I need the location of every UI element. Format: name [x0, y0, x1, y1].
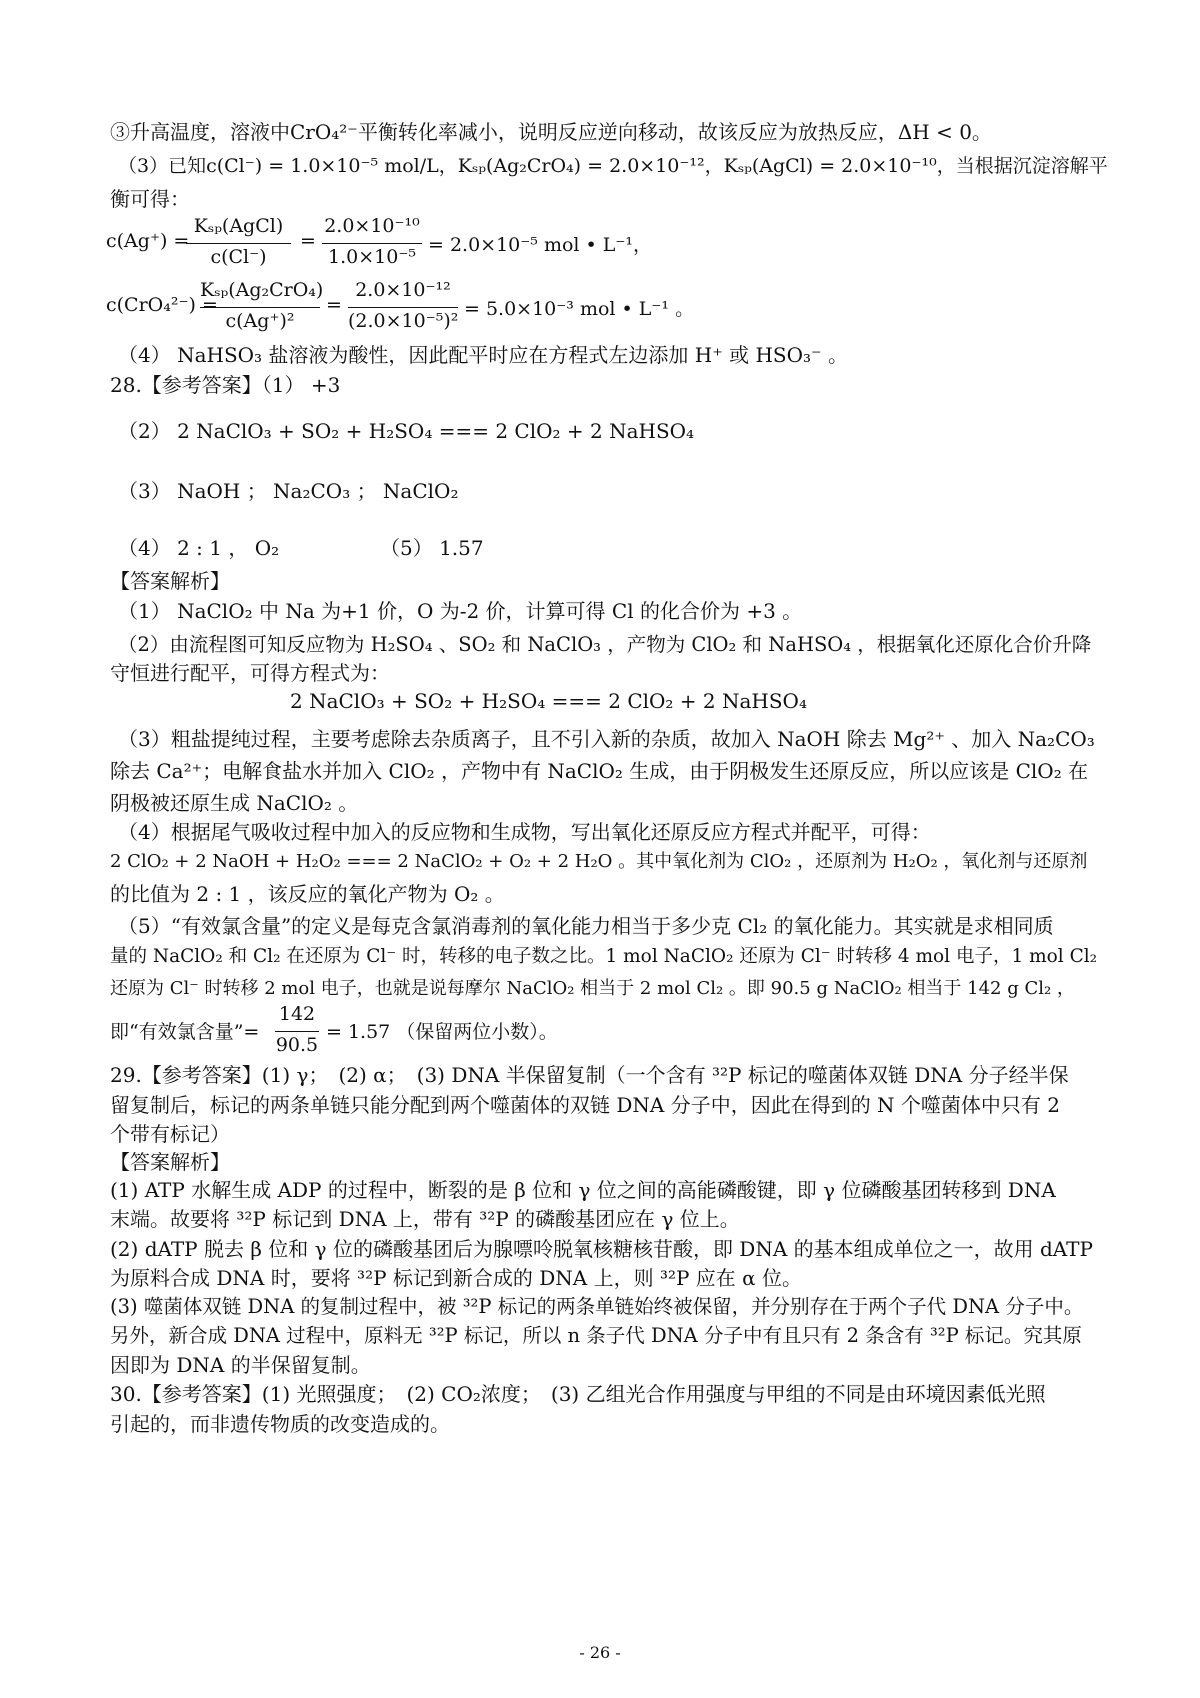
text-line: 阴极被还原生成 NaClO₂ 。: [110, 791, 359, 815]
fraction-numerator: Kₛₚ(AgCl): [193, 215, 284, 237]
text-line: （3）粗盐提纯过程，主要考虑除去杂质离子，且不引入新的杂质，故加入 NaOH 除去 Mg²⁺ 、加入 Na₂CO₃: [118, 727, 1095, 751]
text-line: ③升高温度，溶液中CrO₄²⁻平衡转化率减小，说明反应逆向移动，故该反应为放热反应，ΔH < 0。: [110, 120, 992, 144]
fraction-numerator: Kₛₚ(Ag₂CrO₄): [200, 279, 324, 301]
fraction-denominator: 1.0×10⁻⁵: [328, 246, 416, 268]
fraction-denominator: c(Ag⁺)²: [225, 310, 295, 332]
text-line: (3) 噬菌体双链 DNA 的复制过程中，被 ³²P 标记的两条单链始终被保留，并分别存在于两个子代 DNA 分子中。: [110, 1295, 1084, 1318]
text-line: 留复制后，标记的两条单链只能分配到两个噬菌体的双链 DNA 分子中，因此在得到的 N 个噬菌体中只有 2: [110, 1093, 1060, 1117]
section-heading: 【答案解析】: [110, 569, 230, 593]
text-line: 的比值为 2 : 1 ，该反应的氧化产物为 O₂ 。: [110, 882, 505, 906]
text-line: （5） 1.57: [380, 536, 484, 560]
fraction-denominator: 90.5: [275, 1034, 319, 1056]
text-line: (1) ATP 水解生成 ADP 的过程中，断裂的是 β 位和 γ 位之间的高能磷酸键，即 γ 位磷酸基团转移到 DNA: [110, 1178, 1056, 1202]
text-line: 末端。故要将 ³²P 标记到 DNA 上，带有 ³²P 的磷酸基团应在 γ 位上。: [110, 1207, 740, 1231]
answer-heading-28: 28.【参考答案】（1） +3: [110, 373, 341, 397]
text-line: 为原料合成 DNA 时，要将 ³²P 标记到新合成的 DNA 上，则 ³²P 应在 α 位。: [110, 1266, 803, 1290]
text-line: （4）根据尾气吸收过程中加入的反应物和生成物，写出氧化还原反应方程式并配平，可得：: [118, 820, 931, 844]
text-line: 还原为 Cl⁻ 时转移 2 mol 电子，也就是说每摩尔 NaClO₂ 相当于 2 mol Cl₂ 。即 90.5 g NaClO₂ 相当于 142 g Cl₂ ，: [110, 978, 1075, 999]
fraction-denominator: (2.0×10⁻⁵)²: [348, 310, 459, 332]
text-line: (2) dATP 脱去 β 位和 γ 位的磷酸基团后为腺嘌呤脱氧核糖核苷酸，即 DNA 的基本组成单位之一，故用 dATP: [110, 1237, 1093, 1261]
fraction-numerator: 142: [278, 1003, 316, 1025]
equation-lhs: c(Ag⁺) =: [106, 230, 190, 252]
text-line: 2 ClO₂ + 2 NaOH + H₂O₂ === 2 NaClO₂ + O₂ + 2 H₂O 。其中氧化剂为 ClO₂ ，还原剂为 H₂O₂ ，氧化剂与还原剂: [110, 851, 1088, 872]
text-line: 因即为 DNA 的半保留复制。: [110, 1353, 371, 1377]
text-line: （4） NaHSO₃ 盐溶液为酸性，因此配平时应在方程式左边添加 H⁺ 或 HSO₃⁻ 。: [118, 343, 848, 367]
equation-rhs: = 1.57 （保留两位小数）。: [326, 1021, 558, 1043]
section-heading: 【答案解析】: [110, 1150, 230, 1174]
text-line: （3） NaOH ； Na₂CO₃ ； NaClO₂: [118, 479, 459, 503]
fraction-bar: [275, 1031, 319, 1032]
text-line: 个带有标记）: [110, 1122, 230, 1146]
equation-rhs: = 2.0×10⁻⁵ mol • L⁻¹，: [428, 234, 653, 256]
answer-heading-30: 30.【参考答案】(1) 光照强度； (2) CO₂浓度； (3) 乙组光合作用强度与甲组的不同是由环境因素低光照: [110, 1382, 1046, 1406]
text-line: 衡可得：: [110, 187, 190, 211]
equation-line: 2 NaClO₃ + SO₂ + H₂SO₄ === 2 ClO₂ + 2 NaHSO₄: [290, 689, 807, 713]
equation-lhs: 即“有效氯含量”=: [110, 1021, 260, 1043]
text-line: （3）已知c(Cl⁻) = 1.0×10⁻⁵ mol/L，Kₛₚ(Ag₂CrO₄) = 2.0×10⁻¹²，Kₛₚ(AgCl) = 2.0×10⁻¹⁰，当根据沉淀溶解平: [118, 155, 1108, 177]
text-line: （4） 2 : 1 ， O₂: [118, 536, 280, 560]
text-line: 量的 NaClO₂ 和 Cl₂ 在还原为 Cl⁻ 时，转移的电子数之比。1 mol NaClO₂ 还原为 Cl⁻ 时转移 4 mol 电子，1 mol Cl₂: [110, 946, 1098, 967]
text-line: （2）由流程图可知反应物为 H₂SO₄ 、SO₂ 和 NaClO₃ ，产物为 ClO₂ 和 NaHSO₄ ，根据氧化还原化合价升降: [118, 633, 1092, 656]
equation-lhs: c(CrO₄²⁻) =: [106, 294, 218, 316]
equation-line: （2） 2 NaClO₃ + SO₂ + H₂SO₄ === 2 ClO₂ + 2 NaHSO₄: [118, 419, 695, 443]
fraction-bar: [348, 307, 458, 308]
equals-sign: =: [326, 294, 342, 316]
fraction-numerator: 2.0×10⁻¹⁰: [324, 215, 420, 237]
fraction-bar: [186, 243, 291, 244]
equation-rhs: = 5.0×10⁻³ mol • L⁻¹ 。: [464, 298, 695, 320]
fraction-denominator: c(Cl⁻): [210, 246, 267, 268]
page-number: - 26 -: [579, 1643, 621, 1662]
answer-heading-29: 29.【参考答案】(1) γ； (2) α； (3) DNA 半保留复制（一个含有 ³²P 标记的噬菌体双链 DNA 分子经半保: [110, 1063, 1069, 1087]
text-line: 守恒进行配平，可得方程式为：: [110, 661, 390, 685]
fraction-bar: [200, 307, 320, 308]
text-line: 引起的，而非遗传物质的改变造成的。: [110, 1412, 450, 1436]
fraction-bar: [322, 243, 422, 244]
text-line: 除去 Ca²⁺；电解食盐水并加入 ClO₂ ，产物中有 NaClO₂ 生成，由于阴极发生还原反应，所以应该是 ClO₂ 在: [110, 759, 1089, 783]
text-line: 另外，新合成 DNA 过程中，原料无 ³²P 标记，所以 n 条子代 DNA 分子中有且只有 2 条含有 ³²P 标记。究其原: [110, 1324, 1082, 1347]
text-line: （5）“有效氯含量”的定义是每克含氯消毒剂的氧化能力相当于多少克 Cl₂ 的氧化能力。其实就是求相同质: [118, 914, 1054, 938]
text-line: （1） NaClO₂ 中 Na 为+1 价，O 为-2 价，计算可得 Cl 的化合价为 +3 。: [118, 599, 803, 623]
equals-sign: =: [300, 230, 316, 252]
fraction-numerator: 2.0×10⁻¹²: [355, 279, 451, 301]
